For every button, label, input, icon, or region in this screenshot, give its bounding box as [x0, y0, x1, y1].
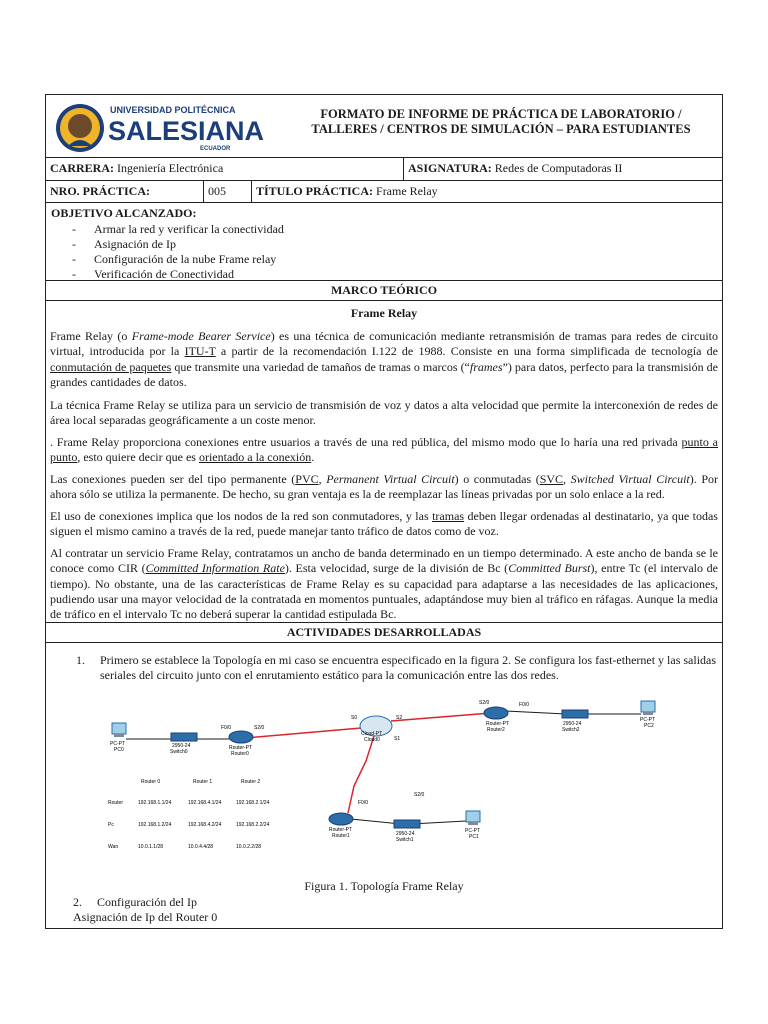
marco-body	[46, 301, 722, 623]
logo-line2: SALESIANA	[108, 116, 265, 146]
svg-text:Switch1: Switch1	[396, 837, 414, 843]
svg-text:S2: S2	[396, 715, 403, 721]
paragraph-2: La técnica Frame Relay se utiliza para un servicio de transmisión de voz y datos a alta velocidad que permite la interconexión de redes de área local separadas geográficamente a un coste menor.	[50, 398, 718, 428]
logo-line3: ECUADOR	[200, 146, 231, 152]
step2-text: Configuración del Ip	[97, 895, 197, 909]
title-line1: FORMATO DE INFORME DE PRÁCTICA DE LABORATORIO /	[320, 107, 682, 121]
table-header: Router 2	[241, 779, 261, 785]
marco-heading: MARCO TEÓRICO	[46, 281, 722, 301]
paragraph-5: El uso de conexiones implica que los nodos de la red son conmutadores, y las tramas deben llegar ordenadas al destinatario, ya que todas siguen el mismo camino a través de la red, puede manejar tanto tráfico de datos como de voz.	[50, 509, 718, 539]
table-row-label: Pc	[108, 822, 114, 828]
link-pvc[interactable]: PVC	[295, 472, 319, 486]
svg-text:PC0: PC0	[114, 747, 124, 753]
table-header: Router 1	[193, 779, 213, 785]
svg-text:Switch0: Switch0	[170, 749, 188, 755]
table-cell: 10.0.2.2/28	[236, 844, 262, 850]
table-cell: 192.168.4.2/24	[188, 822, 222, 828]
list-item: - Verificación de Conectividad	[72, 267, 234, 281]
svg-text:S2/0: S2/0	[479, 700, 490, 706]
objetivo-heading: OBJETIVO ALCANZADO:	[51, 206, 197, 220]
svg-text:F0/0: F0/0	[358, 800, 369, 806]
paragraph-3: . Frame Relay proporciona conexiones entre usuarios a través de una red pública, del mismo modo que lo haría una red privada punto a punto, esto quiere decir que es orientado a la conexión.	[50, 435, 718, 465]
report-frame	[45, 94, 723, 929]
pc0-icon	[110, 723, 126, 753]
svg-text:S2/0: S2/0	[414, 792, 425, 798]
list-item: - Armar la red y verificar la conectividad	[72, 222, 284, 236]
table-cell: 10.0.1.1/28	[138, 844, 164, 850]
table-header: Router 0	[141, 779, 161, 785]
svg-text:2950-24: 2950-24	[172, 743, 191, 749]
list-item: - Asignación de Ip	[72, 237, 176, 251]
link-cloud-router2	[391, 713, 491, 721]
page-title	[281, 107, 721, 137]
svg-text:2950-24: 2950-24	[396, 831, 415, 837]
objetivo-row	[46, 203, 722, 281]
svg-text:F0/0: F0/0	[221, 725, 232, 731]
asignatura-label: ASIGNATURA:	[408, 161, 492, 175]
nro-label: NRO. PRÁCTICA:	[46, 181, 204, 202]
step2-subtext: Asignación de Ip del Router 0	[73, 910, 218, 924]
router0-icon	[221, 725, 265, 757]
asignatura-value: Redes de Computadoras II	[491, 161, 623, 175]
marco-subheading: Frame Relay	[350, 306, 418, 320]
svg-text:Cloud-PT: Cloud-PT	[361, 731, 383, 737]
table-cell: 192.168.1.2/24	[138, 822, 172, 828]
topology-diagram	[96, 701, 696, 866]
paragraph-1: Frame Relay (o Frame-mode Bearer Service) es una técnica de comunicación mediante retransmisión de tramas para redes de circuito virtual, introducida por la ITU-T a partir de la recomendación I.122 de 1988. Consiste en una forma simplificada de tecnología de conmutación de paquetes que transmite una variedad de tamaños de tramas o marcos (“frames”) para datos, perfecto para la transmisión de grandes cantidades de datos.	[50, 329, 718, 389]
pc2-icon	[640, 701, 655, 729]
table-cell: 192.168.2.1/24	[236, 800, 270, 806]
paragraph-6: Al contratar un servicio Frame Relay, contratamos un ancho de banda determinado en un tiempo determinado. A este ancho de banda se le conoce como CIR (Committed Information Rate). Esta velocidad, surge de la división de Bc (Committed Burst), entre Tc (el intervalo de tiempo). No obstante, una de las características de Frame Relay es su capacidad para adaptarse a las necesidades de las aplicaciones, pudiendo usar una mayor velocidad de la contratada en momentos puntuales, adaptándose muy bien al tráfico en ráfagas. Aunque la media de tráfico en el intervalo Tc no deberá superar la cantidad estipulada Bc.	[50, 546, 718, 622]
actividades-body	[46, 643, 722, 930]
switch2-icon	[562, 710, 588, 733]
svg-text:S0: S0	[351, 715, 358, 721]
svg-text:Router-PT: Router-PT	[329, 827, 353, 833]
cloud-icon	[351, 715, 402, 743]
svg-text:Router-PT: Router-PT	[229, 745, 253, 751]
svg-text:Router-PT: Router-PT	[486, 721, 510, 727]
svg-text:PC-PT: PC-PT	[640, 717, 655, 723]
router2-icon	[479, 700, 529, 733]
ip-table	[108, 779, 270, 850]
actividades-heading: ACTIVIDADES DESARROLLADAS	[46, 623, 722, 643]
logo	[46, 95, 265, 157]
svg-text:F0/0: F0/0	[519, 702, 530, 708]
asignatura-cell	[404, 158, 722, 180]
svg-text:Cloud0: Cloud0	[364, 737, 380, 743]
carrera-row	[46, 158, 722, 181]
titulo-cell	[252, 181, 722, 202]
link-router2-switch2	[506, 711, 566, 714]
svg-text:S2/0: S2/0	[254, 725, 265, 731]
titulo-value: Frame Relay	[373, 184, 438, 198]
objetivo-list	[72, 222, 284, 282]
link-tramas[interactable]: tramas	[432, 509, 465, 523]
svg-text:PC1: PC1	[469, 834, 479, 840]
table-cell: 192.168.2.2/24	[236, 822, 270, 828]
table-row-label: Router	[108, 800, 124, 806]
step1-number: 1.	[76, 653, 85, 667]
link-svc[interactable]: SVC	[539, 472, 564, 486]
step2-number: 2.	[73, 895, 82, 909]
table-cell: 10.0.4.4/28	[188, 844, 214, 850]
svg-text:S1: S1	[394, 736, 401, 742]
switch0-icon	[170, 733, 197, 755]
svg-text:PC-PT: PC-PT	[465, 828, 480, 834]
figure-caption: Figura 1. Topología Frame Relay	[304, 879, 464, 893]
title-line2: TALLERES / CENTROS DE SIMULACIÓN – PARA ESTUDIANTES	[311, 122, 691, 136]
header-row	[46, 95, 722, 158]
nro-value: 005	[204, 181, 252, 202]
svg-text:Router0: Router0	[231, 751, 249, 757]
svg-text:Router2: Router2	[487, 727, 505, 733]
university-logo-icon	[50, 98, 265, 156]
list-item: - Configuración de la nube Frame relay	[72, 252, 277, 266]
svg-text:2950-24: 2950-24	[563, 721, 582, 727]
carrera-label: CARRERA:	[50, 161, 114, 175]
link-conmutacion[interactable]: conmutación de paquetes	[50, 359, 172, 374]
carrera-cell	[46, 158, 404, 180]
svg-text:Router1: Router1	[332, 833, 350, 839]
pc1-icon	[465, 811, 480, 840]
switch1-icon	[394, 820, 420, 843]
paragraph-4: Las conexiones pueden ser del tipo permanente (PVC, Permanent Virtual Circuit) o conmutadas (SVC, Switched Virtual Circuit). Por ahora sólo se utiliza la permanente. De hecho, su gran ventaja es la de reemplazar las líneas privadas por un solo enlace a la red.	[50, 472, 718, 502]
carrera-value: Ingeniería Electrónica	[114, 161, 224, 175]
step1-text: Primero se establece la Topología en mi caso se encuentra especificado en la figura 2. Se configura los fast-ethernet y las salidas seriales del circuito junto con el enrutamiento estático para la comunicación entre las dos redes.	[100, 653, 717, 682]
table-cell: 192.168.4.1/24	[188, 800, 222, 806]
table-row-label: Wan	[108, 844, 119, 850]
svg-text:PC-PT: PC-PT	[110, 741, 125, 747]
titulo-label: TÍTULO PRÁCTICA:	[256, 184, 374, 198]
link-orientado-conexion[interactable]: orientado a la conexión	[198, 450, 312, 465]
svg-text:Switch2: Switch2	[562, 727, 580, 733]
link-itu-t[interactable]: ITU-T	[184, 344, 216, 359]
table-cell: 192.168.1.1/24	[138, 800, 172, 806]
logo-line1: UNIVERSIDAD POLITÉCNICA	[110, 105, 236, 115]
practica-row	[46, 181, 722, 203]
svg-text:PC2: PC2	[644, 723, 654, 729]
link-punto-a-punto[interactable]: punto a punto	[50, 435, 718, 465]
